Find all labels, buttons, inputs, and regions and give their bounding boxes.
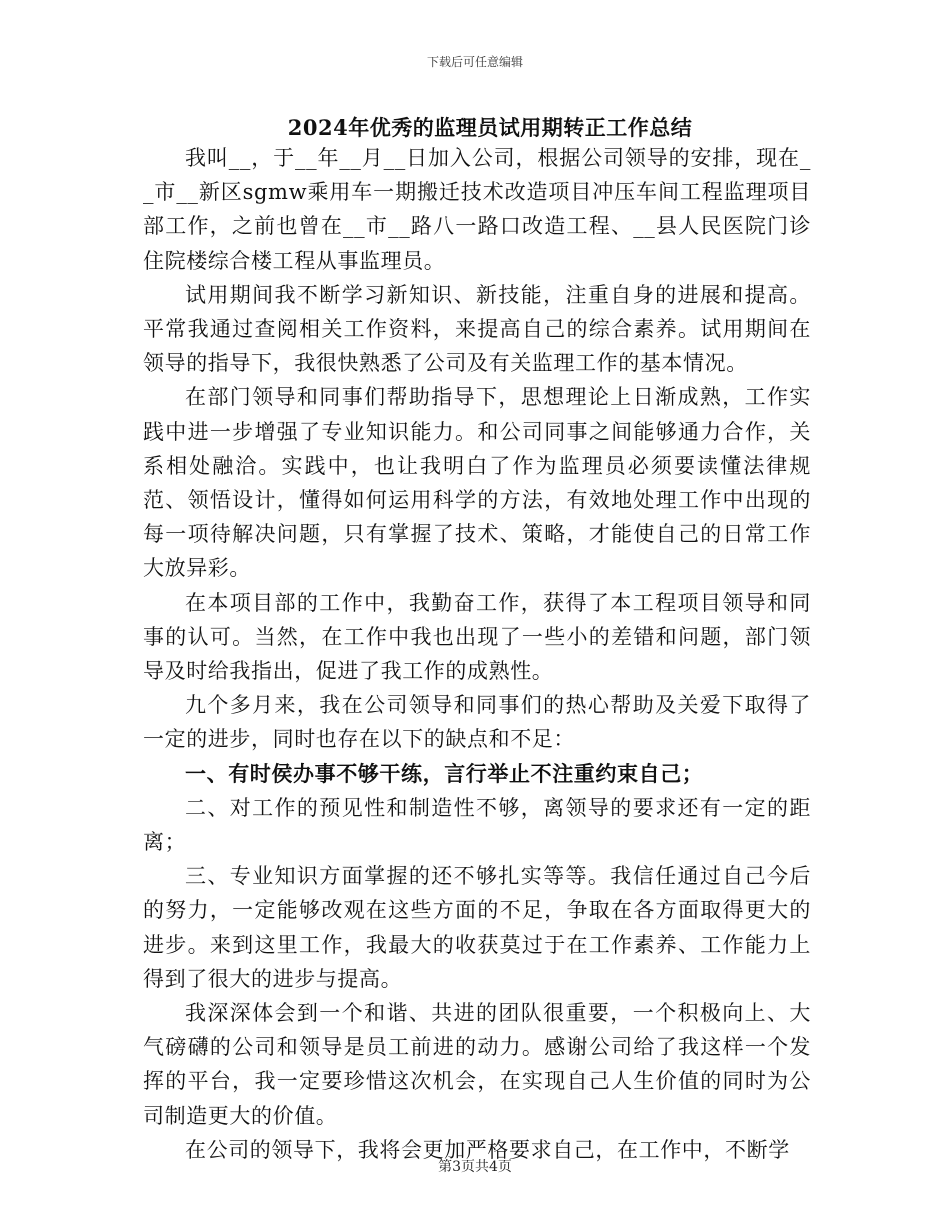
paragraph-project-work: 在本项目部的工作中，我勤奋工作，获得了本工程项目领导和同事的认可。当然，在工作中我也出现了一些小的差错和问题，部门领导及时给我指出，促进了我工作的成熟性。 [143, 590, 811, 684]
paragraph-progress: 九个多月来，我在公司领导和同事们的热心帮助及关爱下取得了一定的进步，同时也存在以下的缺点和不足： [143, 693, 811, 752]
paragraph-shortcoming-3: 三、专业知识方面掌握的还不够扎实等等。我信任通过自己今后的努力，一定能够改观在这些方面的不足，争取在各方面取得更大的进步。来到这里工作，我最大的收获莫过于在工作素养、工作能力上得到了很大的进步与提高。 [143, 864, 811, 991]
paragraph-guidance: 在部门领导和同事们帮助指导下，思想理论上日渐成熟，工作实践中进一步增强了专业知识能力。和公司同事之间能够通力合作，关系相处融洽。实践中，也让我明白了作为监理员必须要读懂法律规范、领悟设计，懂得如何运用科学的方法，有效地处理工作中出现的每一项待解决问题，只有掌握了技术、策略，才能使自己的日常工作大放异彩。 [143, 385, 811, 581]
paragraph-closing: 在公司的领导下，我将会更加严格要求自己，在工作中，不断学 [185, 1137, 790, 1162]
paragraph-shortcoming-1: 一、有时侯办事不够干练，言行举止不注重约束自己； [185, 760, 704, 786]
paragraph-shortcoming-2: 二、对工作的预见性和制造性不够，离领导的要求还有一定的距离； [143, 795, 811, 855]
document-body [143, 141, 811, 1167]
page-number-footer: 第3页共4页 [438, 1159, 512, 1175]
paragraph-probation-learning: 试用期间我不断学习新知识、新技能，注重自身的进展和提高。平常我通过查阅相关工作资料，来提高自己的综合素养。试用期间在领导的指导下，我很快熟悉了公司及有关监理工作的基本情况。 [143, 282, 811, 376]
document-title: 2024年优秀的监理员试用期转正工作总结 [287, 115, 693, 140]
page-header-note: 下载后可任意编辑 [426, 55, 523, 69]
paragraph-team: 我深深体会到一个和谐、共进的团队很重要，一个积极向上、大气磅礴的公司和领导是员工前进的动力。感谢公司给了我这样一个发挥的平台，我一定要珍惜这次机会，在实现自己人生价值的同时为公司制造更大的价值。 [143, 1001, 811, 1128]
paragraph-intro: 我叫__，于__年__月__日加入公司，根据公司领导的安排，现在__市__新区sgmw乘用车一期搬迁技术改造项目冲压车间工程监理项目部工作，之前也曾在__市__路八一路口改造工程、__县人民医院门诊住院楼综合楼工程从事监理员。 [143, 146, 811, 273]
